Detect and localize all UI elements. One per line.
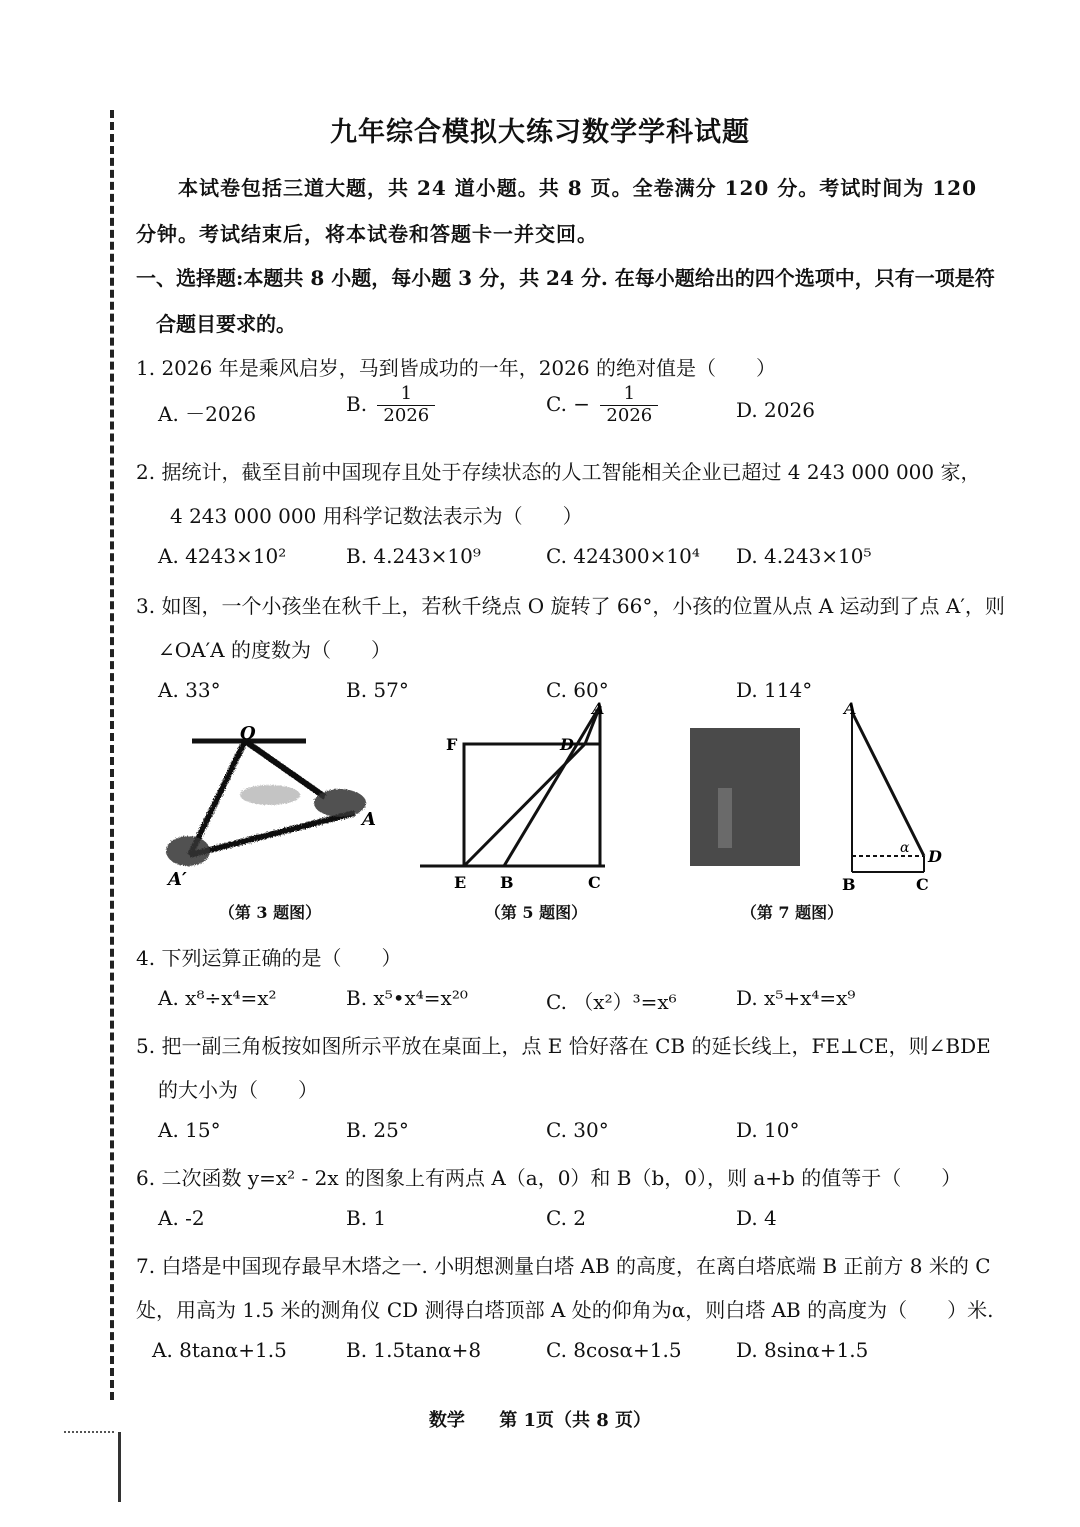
fraction-b (377, 385, 435, 426)
label-a: A (362, 809, 376, 830)
question-6-option-a: A. -2 (158, 1206, 205, 1230)
question-1-option-d: D. 2026 (736, 398, 815, 422)
figure-7-caption: （第 7 题图） (740, 903, 844, 922)
label-a: A (844, 700, 857, 718)
question-7-option-b: B. 1.5tanα+8 (346, 1338, 482, 1362)
fraction-c (600, 385, 658, 426)
page-title: 九年综合模拟大练习数学学科试题 (330, 117, 750, 148)
binding-margin-line (110, 110, 114, 1400)
fraction-c-numerator: 1 (623, 383, 636, 404)
figure-5-set-squares (420, 700, 620, 895)
question-5-option-a: A. 15° (158, 1118, 221, 1142)
label-d: D (560, 735, 574, 754)
question-2-stem-line-1: 2. 据统计，截至目前中国现存且处于存续状态的人工智能相关企业已超过 4 243 000 000 家， (136, 460, 981, 484)
question-6-stem: 6. 二次函数 y=x² - 2x 的图象上有两点 A（a，0）和 B（b，0），则 a+b 的值等于（ ） (136, 1166, 962, 1190)
page-footer (0, 1406, 1080, 1432)
section-heading-line-2: 合题目要求的。 (156, 312, 296, 336)
label-e: E (454, 873, 467, 892)
question-5-option-d: D. 10° (736, 1118, 800, 1142)
footer-subject: 数学 (428, 1410, 465, 1431)
option-b-letter: B. (346, 391, 374, 416)
option-c-letter: C. − (546, 391, 591, 416)
question-5-stem-line-1: 5. 把一副三角板按如图所示平放在桌面上，点 E 恰好落在 CB 的延长线上，FE⊥CE，则∠BDE (136, 1034, 991, 1058)
question-5-option-c: C. 30° (546, 1118, 609, 1142)
figure-5-caption: （第 5 题图） (484, 903, 588, 922)
question-1-option-b (346, 385, 435, 426)
figure-7-triangle (830, 700, 950, 895)
question-7-option-a: A. 8tanα+1.5 (152, 1338, 287, 1362)
question-6-option-b: B. 1 (346, 1206, 387, 1230)
question-7-option-d: D. 8sinα+1.5 (736, 1338, 869, 1362)
question-3-option-d: D. 114° (736, 678, 813, 702)
child-blob-a (314, 789, 366, 817)
label-a: A (592, 700, 605, 718)
question-4-stem: 4. 下列运算正确的是（ ） (136, 946, 402, 970)
label-f: F (446, 735, 458, 754)
intro-line-2: 分钟。考试结束后，将本试卷和答题卡一并交回。 (136, 222, 598, 246)
label-d: D (928, 847, 942, 866)
question-2-option-d: D. 4.243×10⁵ (736, 544, 872, 568)
fraction-b-denominator: 2026 (383, 404, 430, 426)
label-a-prime: A′ (168, 869, 187, 890)
question-7-stem-line-1: 7. 白塔是中国现存最早木塔之一. 小明想测量白塔 AB 的高度，在离白塔底端 B 正前方 8 米的 C (136, 1254, 991, 1278)
white-tower-photo (690, 728, 800, 866)
question-4-option-c: C. （x²）³=x⁶ (546, 990, 677, 1014)
question-3-option-a: A. 33° (158, 678, 221, 702)
question-4-option-a: A. x⁸÷x⁴=x² (158, 986, 277, 1010)
question-5-option-b: B. 25° (346, 1118, 409, 1142)
question-3-stem-line-1: 3. 如图，一个小孩坐在秋千上，若秋千绕点 O 旋转了 66°，小孩的位置从点 A 运动到了点 A′，则 (136, 594, 1005, 618)
label-c: C (916, 875, 929, 894)
question-6-option-d: D. 4 (736, 1206, 777, 1230)
label-c: C (588, 873, 601, 892)
child-blob-a-prime (166, 836, 210, 866)
figure-3-caption: （第 3 题图） (218, 903, 322, 922)
question-4-option-d: D. x⁵+x⁴=x⁹ (736, 986, 856, 1010)
question-4-option-b: B. x⁵•x⁴=x²⁰ (346, 986, 468, 1010)
question-3-stem-line-2: ∠OA′A 的度数为（ ） (158, 638, 391, 662)
footer-page-number: 第 1页（共 8 页） (499, 1410, 652, 1431)
shading-blob (240, 785, 300, 805)
question-2-option-c: C. 424300×10⁴ (546, 544, 700, 568)
swing-chord (190, 813, 355, 855)
question-2-option-b: B. 4.243×10⁹ (346, 544, 481, 568)
label-b: B (500, 873, 514, 892)
question-5-stem-line-2: 的大小为（ ） (158, 1078, 318, 1102)
question-2-stem-line-2: 4 243 000 000 用科学记数法表示为（ ） (170, 504, 583, 528)
label-b: B (842, 875, 856, 894)
photo-shade (718, 788, 732, 848)
sight-line-da (852, 712, 924, 856)
question-3-option-c: C. 60° (546, 678, 609, 702)
fraction-c-denominator: 2026 (606, 404, 653, 426)
question-3-option-b: B. 57° (346, 678, 409, 702)
question-7-option-c: C. 8cosα+1.5 (546, 1338, 682, 1362)
label-o: O (240, 723, 256, 744)
question-1-stem: 1. 2026 年是乘风启岁，马到皆成功的一年，2026 的绝对值是（ ） (136, 356, 776, 380)
figure-3-swing (150, 715, 390, 895)
question-7-stem-line-2: 处，用高为 1.5 米的测角仪 CD 测得白塔顶部 A 处的仰角为α，则白塔 AB 的高度为（ ）米. (136, 1298, 994, 1322)
square-efdc (464, 744, 600, 866)
question-1-option-c (546, 385, 658, 426)
intro-line-1: 本试卷包括三道大题，共 24 道小题。共 8 页。全卷满分 120 分。考试时间为 120 (178, 176, 977, 200)
section-heading-line-1: 一、选择题:本题共 8 小题，每小题 3 分，共 24 分. 在每小题给出的四个选项中，只有一项是符 (136, 266, 995, 290)
corner-mark (118, 1432, 121, 1502)
question-6-option-c: C. 2 (546, 1206, 587, 1230)
fraction-b-numerator: 1 (400, 383, 413, 404)
segment-ba (504, 706, 600, 866)
question-1-option-a: A. －2026 (158, 402, 257, 426)
label-alpha: α (900, 840, 910, 856)
question-2-option-a: A. 4243×10² (158, 544, 287, 568)
